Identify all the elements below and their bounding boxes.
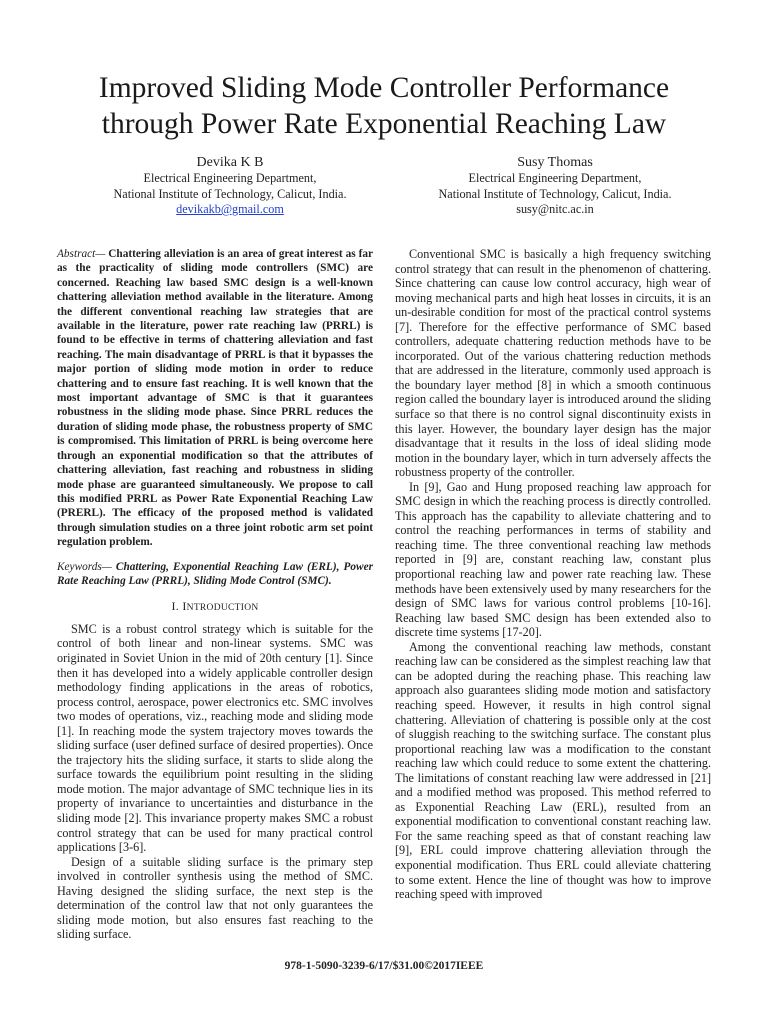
- author-name: Susy Thomas: [517, 155, 593, 170]
- title-line-1: Improved Sliding Mode Controller Performance: [98, 72, 670, 104]
- copyright-footer: 978-1-5090-3239-6/17/$31.00©2017IEEE: [284, 960, 484, 972]
- left-column: [57, 247, 373, 942]
- body-paragraph: Conventional SMC is basically a high frequency switching control strategy that can result in the phenomenon of chattering. Since chattering can cause low control accuracy, high wear of moving mechanical parts and high heat losses in circuits, it is an un-desirable condition for most of the practical control systems [7]. Therefore for the effective performance of SMC based controllers, adequate chattering reduction methods have to be incorporated. Out of the various chattering reduction methods that are addressed in the literature, commonly used approach is the boundary layer method [8] in which a smooth continuous region called the boundary layer is introduced around the sliding surface so that there is no control signal discontinuity exists in this layer. However, the boundary layer design has the major disadvantage that it results in the loss of ideal sliding mode motion in the boundary layer, which in turn adversely affects the robustness property of the controller.: [395, 247, 711, 480]
- right-column: [395, 247, 711, 902]
- abstract-text: Chattering alleviation is an area of great interest as far as the practicality of sliding mode controllers (SMC) are concerned. Reaching law based SMC design is a well-known chattering alleviation method available in the literature. Among the different conventional reaching law strategies that are available in the literature, power rate reaching law (PRRL) is found to be effective in terms of chattering alleviation and fast reaching. The main disadvantage of PRRL is that it bypasses the major portion of sliding mode motion in order to reduce chattering and to ensure fast reaching. It is well known that the most important advantage of SMC is that it guarantees robustness in the sliding mode phase. Since PRRL reduces the duration of sliding mode phase, the robustness property of SMC is compromised. This limitation of PRRL is being overcome here through an exponential modification so that the attributes of chattering alleviation, fast reaching and robustness in sliding mode phase are guaranteed simultaneously. We propose to call this modified PRRL as Power Rate Exponential Reaching Law (PRERL). The efficacy of the proposed method is validated through simulation studies on a three joint robotic arm set point regulation problem.: [57, 248, 373, 549]
- abstract-label: Abstract—: [57, 248, 106, 260]
- section-numeral: I.: [171, 599, 180, 614]
- keywords-label: Keywords—: [57, 560, 112, 573]
- keywords: [57, 560, 373, 589]
- section-title-rest: NTRODUCTION: [186, 603, 259, 614]
- author-department: Electrical Engineering Department,: [143, 171, 317, 185]
- author-institution: National Institute of Technology, Calicut, India.: [113, 186, 347, 201]
- paper-title: [40, 70, 728, 142]
- author-block-2: [400, 154, 710, 218]
- abstract: [57, 247, 373, 550]
- author-institution: National Institute of Technology, Calicut, India.: [438, 186, 672, 201]
- title-line-2: through Power Rate Exponential Reaching Law: [101, 108, 667, 140]
- author-department: Electrical Engineering Department,: [468, 171, 642, 185]
- keywords-text: Chattering, Exponential Reaching Law (ERL), Power Rate Reaching Law (PRRL), Sliding Mode Control (SMC).: [57, 560, 373, 587]
- author-email-link[interactable]: devikakb@gmail.com: [176, 202, 284, 216]
- author-name: Devika K B: [196, 155, 264, 170]
- body-paragraph: SMC is a robust control strategy which is suitable for the control of both linear and non-linear systems. SMC was originated in Soviet Union in the mid of 20th century [1]. Since then it has developed into a widely applicable controller design methodology finding applications in the areas of robotics, process control, aerospace, power electronics etc. SMC involves two modes of operations, viz., reaching mode and sliding mode [1]. In reaching mode the system trajectory moves towards the sliding surface (user defined surface of desired properties). Once the trajectory hits the sliding surface, it starts to slide along the surface towards the equilibrium point resulting in the sliding mode motion. The major advantage of SMC technique lies in its property of invariance to uncertainties and disturbance in the sliding mode [2]. This invariance property makes SMC a robust control strategy that can be used for many practical control applications [3-6].: [57, 621, 373, 855]
- author-email: susy@nitc.ac.in: [516, 202, 594, 216]
- body-paragraph: Among the conventional reaching law methods, constant reaching law can be considered as the simplest reaching law that can be adopted during the reaching phase. This reaching law approach also guarantees sliding mode motion and satisfactory reaching speed. However, it results in high control signal chattering. Alleviation of chattering is possible only at the cost of sluggish reaching to the switching surface. The constant plus proportional reaching law was a modification to the constant reaching law which could reduce to some extent the chattering. The limitations of constant reaching law were addressed in [21] and a modified method was proposed. This method referred to as Exponential Reaching Law (ERL), resulted from an exponential modification to conventional constant reaching law. For the same reaching speed as that of constant reaching law [9], ERL could improve chattering alleviation through the exponential modification. Thus ERL could alleviate chattering to some extent. Hence the line of thought was how to improve reaching speed with improved: [395, 639, 711, 902]
- body-paragraph: Design of a suitable sliding surface is the primary step involved in controller synthesis using the method of SMC. Having designed the sliding surface, the next step is the determination of the control law that not only guarantees the sliding mode motion, but also ensures fast reaching to the sliding surface.: [57, 854, 373, 942]
- author-block-1: [90, 154, 370, 218]
- section-heading-introduction: [57, 599, 373, 616]
- section-first-letter: I: [182, 599, 187, 614]
- body-paragraph: In [9], Gao and Hung proposed reaching law approach for SMC design in which the reaching process is directly controlled. This approach has the capability to alleviate chattering and to control the reaching performances in terms of stability and reaching time. The three conventional reaching law methods reported in [9] are, constant reaching law, constant plus proportional reaching law and power rate reaching law. These methods have been extensively used by many researchers for the design of SMC laws for various control problems [10-16]. Reaching law based SMC design has been extended also to discrete time systems [17-20].: [395, 479, 711, 640]
